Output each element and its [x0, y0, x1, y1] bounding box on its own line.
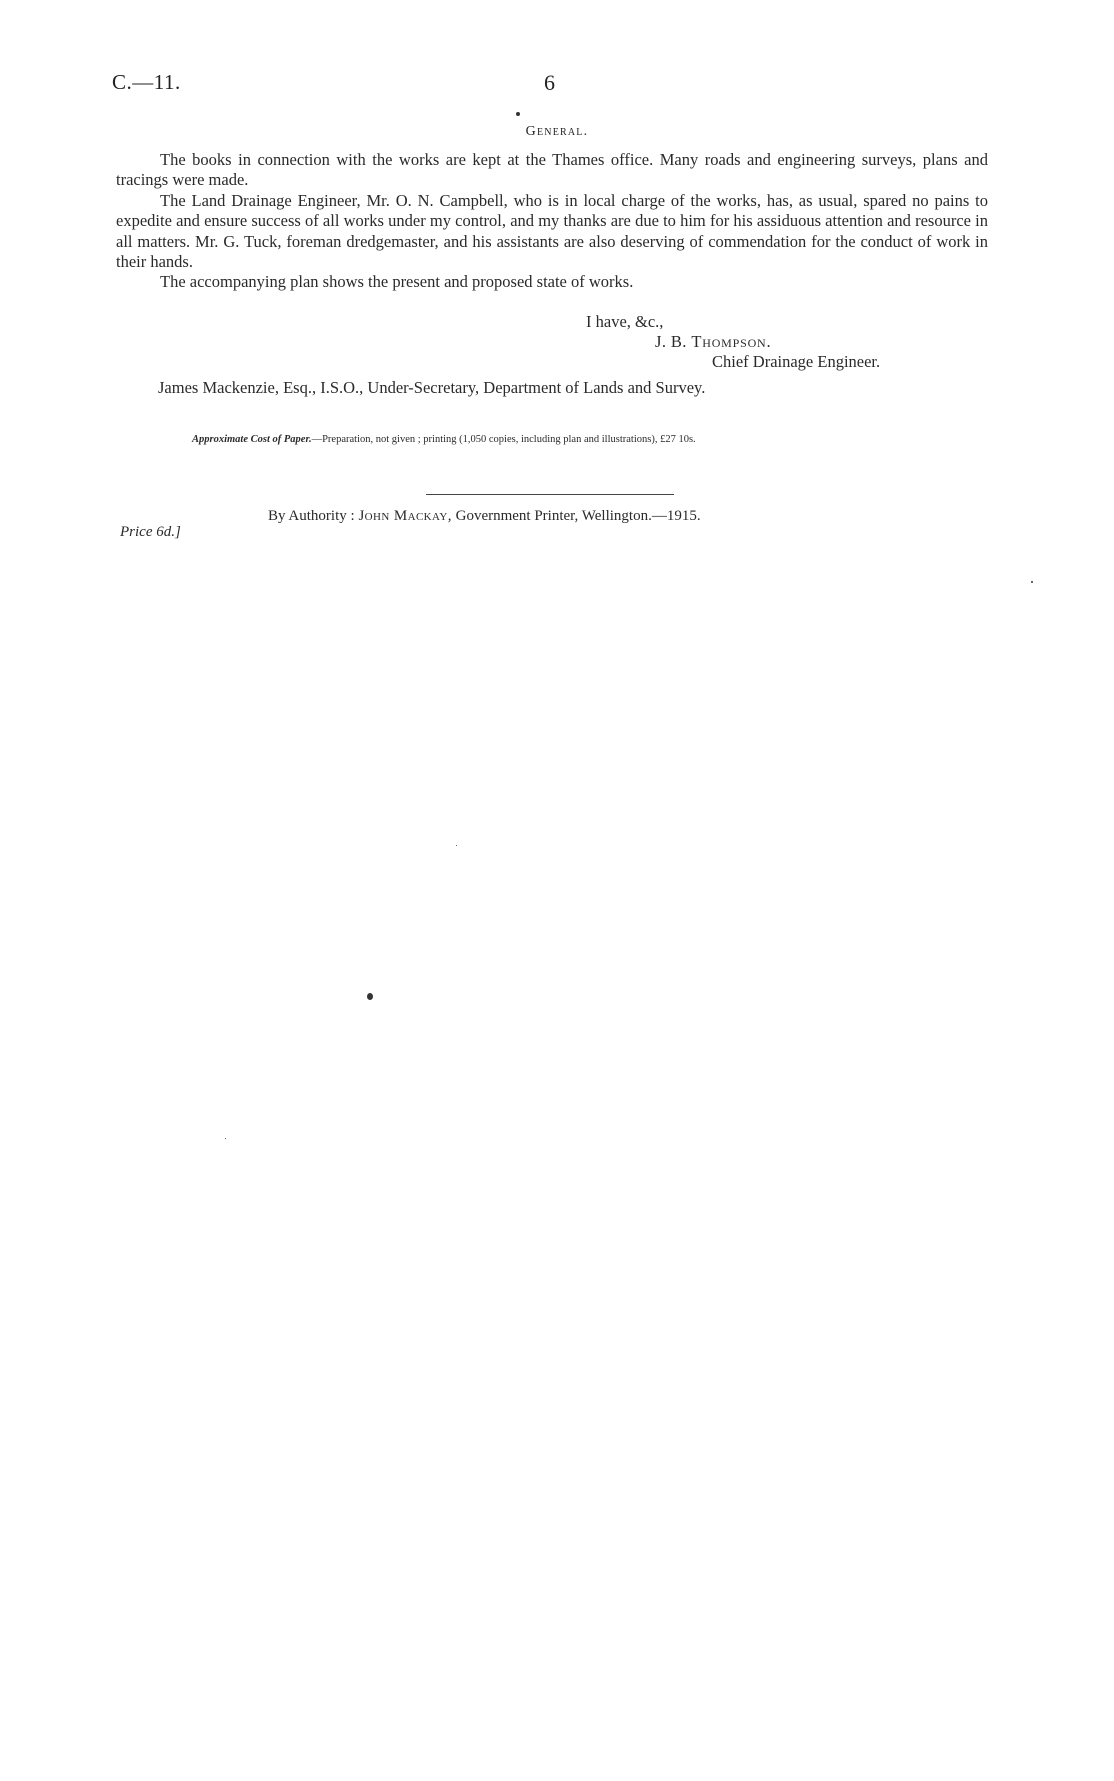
paragraph-2: The Land Drainage Engineer, Mr. O. N. Campbell, who is in local charge of the works, has, as usual, spared no pains to expedite and ensure success of all works under my control, and my thanks are due to him for his assiduous attention and resource in all matters. Mr. G. Tuck, foreman dredgemaster, and his assistants are also deserving of commendation for the conduct of work in their hands.	[116, 190, 988, 272]
imprint-prefix: By Authority :	[268, 508, 355, 524]
print-speck	[456, 845, 457, 846]
signatory-surname: Thompson.	[691, 332, 772, 351]
signatory-title: Chief Drainage Engineer.	[712, 352, 881, 371]
cost-note	[192, 434, 696, 445]
closing-salutation: I have, &c.,	[586, 312, 664, 331]
cost-note-text: —Preparation, not given ; printing (1,050 copies, including plan and illustrations), £27 10s.	[311, 434, 696, 445]
cost-note-lead: Approximate Cost of Paper.	[192, 434, 312, 445]
print-speck	[225, 1138, 226, 1139]
print-speck	[367, 993, 373, 1000]
addressee: James Mackenzie, Esq., I.S.O., Under-Secretary, Department of Lands and Survey.	[158, 378, 706, 397]
page-number: 6	[544, 70, 555, 95]
body-text	[116, 150, 988, 293]
horizontal-rule	[426, 494, 674, 495]
section-heading: General.	[525, 124, 589, 139]
signatory-name	[655, 332, 771, 352]
imprint	[268, 508, 701, 525]
print-speck	[516, 112, 520, 116]
paragraph-3: The accompanying plan shows the present and proposed state of works.	[160, 272, 634, 292]
price: Price 6d.]	[120, 524, 181, 540]
document-reference: C.—11.	[112, 70, 181, 94]
imprint-suffix: Government Printer, Wellington.—1915.	[455, 508, 701, 524]
signatory-initials: J. B.	[655, 332, 687, 351]
paragraph-1: The books in connection with the works are kept at the Thames office. Many roads and engineering surveys, plans and tracings were made.	[116, 150, 988, 190]
print-speck	[1031, 581, 1033, 583]
imprint-printer: John Mackay,	[358, 508, 452, 524]
